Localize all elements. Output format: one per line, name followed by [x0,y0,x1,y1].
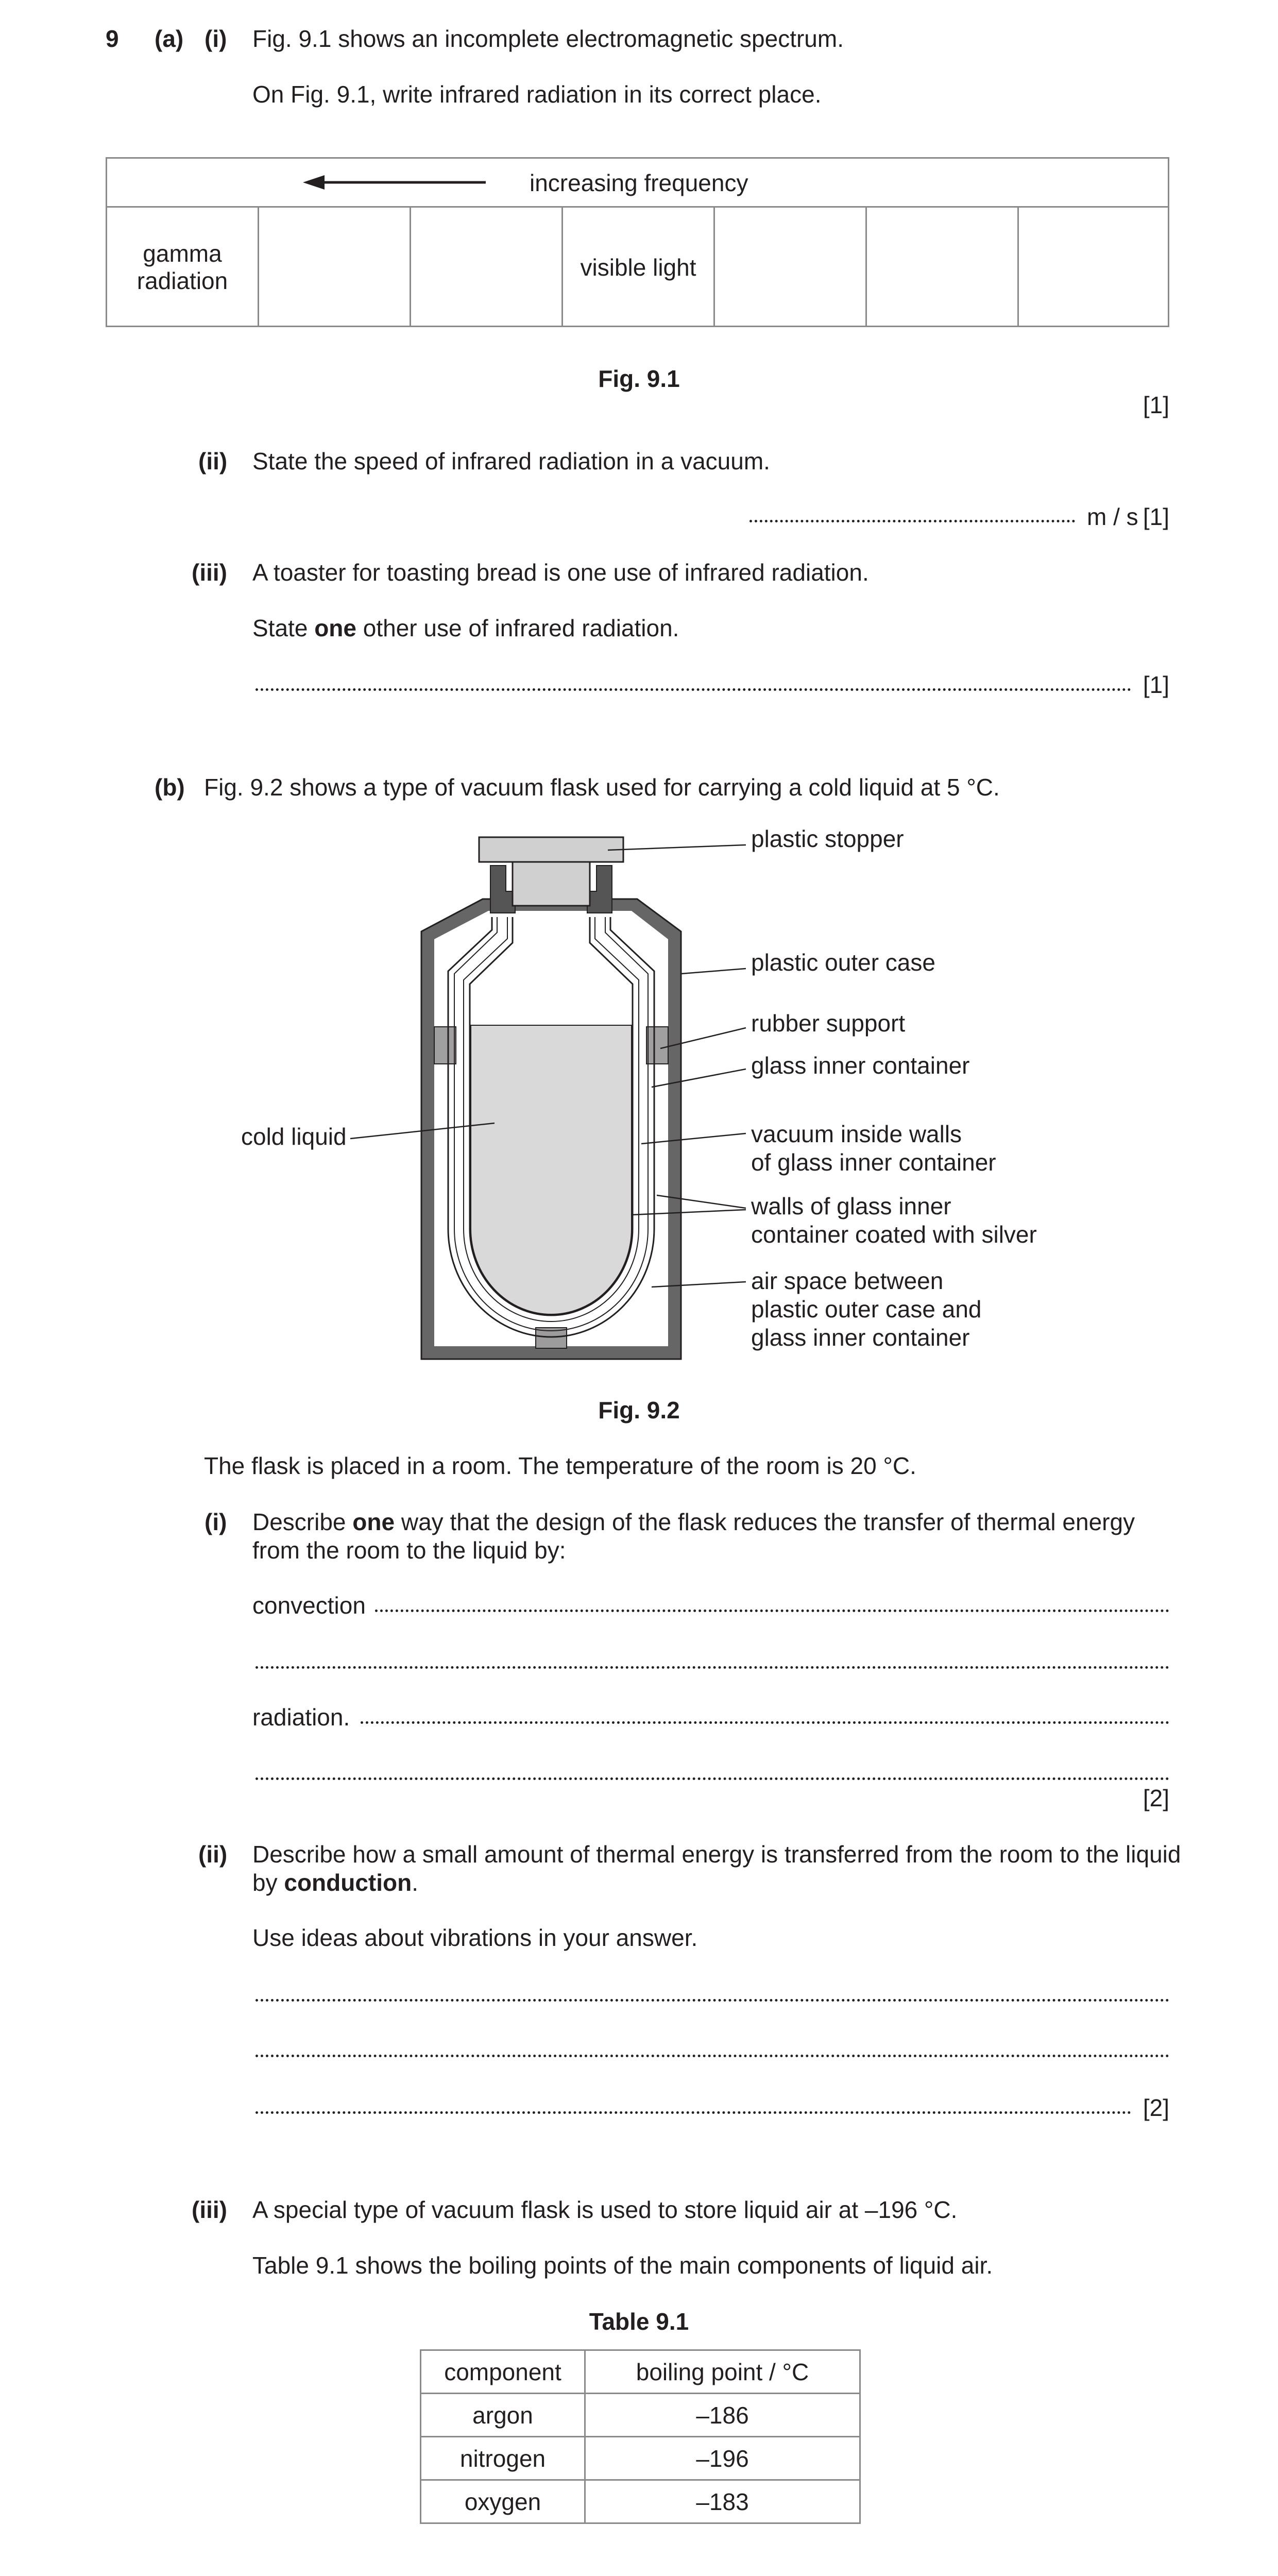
table-cell: –196 [585,2437,860,2480]
table-row [421,2394,860,2437]
label-rubber-support: rubber support [751,1010,906,1037]
stopper-cap [479,837,623,862]
marks-b-ii: [2] [1143,2094,1169,2121]
part-a-ii-label: (ii) [198,448,228,474]
spectrum-cell: visible light [563,208,715,327]
part-b-iii-label: (iii) [192,2196,227,2223]
part-a-label: (a) [155,25,184,52]
part-a-iii-text-1: A toaster for toasting bread is one use of infrared radiation. [252,559,869,586]
label-vacuum-1: vacuum inside walls [751,1121,962,1147]
spectrum-cell: gamma radiation [107,208,259,327]
radiation-label: radiation. [252,1704,350,1731]
label-plastic-outer-case: plastic outer case [751,949,935,976]
stopper-plug [513,862,590,906]
table-header-row [421,2350,860,2394]
label-cold-liquid: cold liquid [241,1123,347,1150]
room-statement: The flask is placed in a room. The temperature of the room is 20 °C. [204,1452,916,1479]
cold-liquid-fill [471,1025,632,1314]
table-cell: oxygen [421,2480,585,2523]
question-number: 9 [106,25,119,52]
convection-label: convection [252,1592,366,1619]
part-a-i-label: (i) [205,25,227,52]
answer-line-radiation-2[interactable] [255,1777,1169,1780]
label-air-space-1: air space between [751,1267,944,1294]
part-a-i-text-2: On Fig. 9.1, write infrared radiation in its correct place. [252,81,822,108]
part-b-ii-text-1: Describe how a small amount of thermal energy is transferred from the room to the liquid [252,1841,1181,1868]
table-cell: nitrogen [421,2437,585,2480]
table-9-1-title: Table 9.1 [589,2308,689,2335]
answer-line-convection[interactable] [375,1609,1169,1612]
label-air-space-3: glass inner container [751,1324,970,1351]
marks-a-iii: [1] [1143,671,1169,698]
label-walls-1: walls of glass inner [751,1193,951,1219]
label-air-space-2: plastic outer case and [751,1296,982,1323]
part-b-ii-label: (ii) [198,1841,228,1868]
label-plastic-stopper: plastic stopper [751,825,904,852]
marks-a-ii: [1] [1143,503,1169,530]
part-b-iii-text-1: A special type of vacuum flask is used to store liquid air at –196 °C. [252,2196,958,2223]
part-a-iii-label: (iii) [192,559,227,586]
part-b-ii-text-3: Use ideas about vibrations in your answer. [252,1924,698,1951]
part-b-i-text-1: Describe one way that the design of the flask reduces the transfer of thermal energy [252,1509,1135,1535]
part-b-label: (b) [155,774,185,801]
boiling-points-table [420,2349,861,2524]
part-b-i-label: (i) [205,1509,227,1535]
table-row [421,2480,860,2523]
marks-b-i: [2] [1143,1785,1169,1811]
answer-line-conduction-3[interactable] [255,2111,1131,2114]
part-a-i-text-1: Fig. 9.1 shows an incomplete electromagnetic spectrum. [252,25,844,52]
table-cell: –183 [585,2480,860,2523]
rubber-support-right [646,1027,668,1064]
part-b-i-text-2: from the room to the liquid by: [252,1537,566,1564]
fig-9-2-caption: Fig. 9.2 [598,1397,680,1423]
part-b-ii-text-2: by conduction. [252,1869,419,1896]
label-vacuum-2: of glass inner container [751,1149,996,1176]
table-cell: argon [421,2394,585,2437]
table-cell: –186 [585,2394,860,2437]
answer-line-conduction-2[interactable] [255,2055,1169,2057]
fig-9-1-caption: Fig. 9.1 [598,365,680,392]
part-a-ii-text: State the speed of infrared radiation in a vacuum. [252,448,770,474]
marks-a-i: [1] [1143,392,1169,418]
answer-line-convection-2[interactable] [255,1666,1169,1669]
spectrum-header-label: increasing frequency [530,170,748,196]
answer-line-conduction-1[interactable] [255,1999,1169,2002]
part-b-intro: Fig. 9.2 shows a type of vacuum flask used for carrying a cold liquid at 5 °C. [204,774,1000,801]
rubber-support-left [434,1027,456,1064]
table-row [421,2437,860,2480]
label-glass-inner-container: glass inner container [751,1052,970,1079]
unit-label: m / s [1087,503,1138,530]
label-walls-2: container coated with silver [751,1221,1037,1248]
table-header: component [421,2350,585,2394]
table-header: boiling point / °C [585,2350,860,2394]
answer-line-radiation[interactable] [361,1721,1169,1724]
part-b-iii-text-2: Table 9.1 shows the boiling points of the main components of liquid air. [252,2252,993,2279]
part-a-iii-text-2: State one other use of infrared radiation. [252,615,679,641]
